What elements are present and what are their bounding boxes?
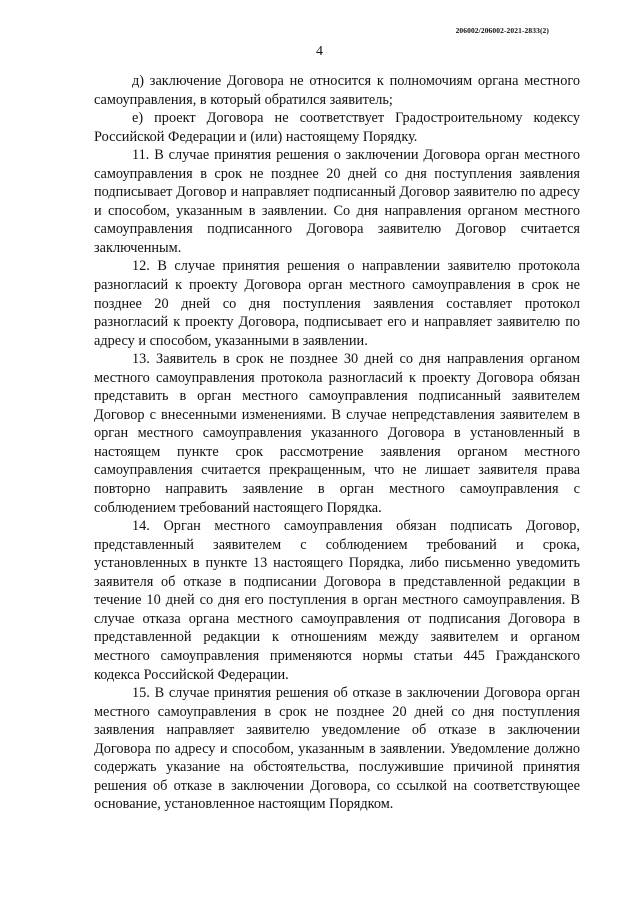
document-body	[94, 72, 580, 814]
paragraph-item-e: е) проект Договора не соответствует Градостроительному кодексу Российской Федерации и (или) настоящему Порядку.	[94, 110, 580, 145]
paragraph-12: 12. В случае принятия решения о направлении заявителю протокола разногласий к проекту Договора орган местного самоуправления в срок не позднее 20 дней со дня поступления заявления составляет протокол разногласий к проекту Договора, подписывает его и направляет заявителю по адресу и способом, указанными в заявлении.	[94, 258, 580, 349]
paragraph-15: 15. В случае принятия решения об отказе в заключении Договора орган местного самоуправления в срок не позднее 20 дней со дня поступления заявления направляет заявителю уведомление об отказе в заключении Договора по адресу и способом, указанным в заявлении. Уведомление должно содержать указание на обстоятельства, послужившие причиной принятия решения об отказе в заключении Договора, со ссылкой на соответствующее основание, установленное настоящим Порядком.	[94, 685, 580, 813]
paragraph-item-d: д) заключение Договора не относится к полномочиям органа местного самоуправления, в который обратился заявитель;	[94, 73, 580, 108]
page-number: 4	[316, 44, 323, 59]
paragraph-14: 14. Орган местного самоуправления обязан подписать Договор, представленный заявителем с соблюдением требований и срока, установленных в пункте 13 настоящего Порядка, либо письменно уведомить заявителя об отказе в подписании Договора в представленной редакции в течение 10 дней со дня его поступления в орган местного самоуправления. В случае отказа органа местного самоуправления от подписания Договора в представленной редакции к отношениям между заявителем и органом местного самоуправления применяются нормы статьи 445 Гражданского кодекса Российской Федерации.	[94, 518, 580, 683]
paragraph-11: 11. В случае принятия решения о заключении Договора орган местного самоуправления в срок не позднее 20 дней со дня поступления заявления подписывает Договор и направляет подписанный Договор заявителю по адресу и способом, указанным в заявлении. Со дня направления органом местного самоуправления подписанного Договора заявителю Договор считается заключенным.	[94, 147, 580, 256]
document-registration-number: 206002/206002-2021-2833(2)	[455, 26, 549, 35]
paragraph-13: 13. Заявитель в срок не позднее 30 дней со дня направления органом местного самоуправления протокола разногласий к проекту Договора обязан представить в орган местного самоуправления подписанный заявителем Договор с внесенными изменениями. В случае непредставления заявителем в орган местного самоуправления указанного Договора в установленный в настоящем пункте срок рассмотрение заявления органом местного самоуправления считается прекращенным, что не лишает заявителя права повторно направить заявление в орган местного самоуправления с соблюдением требований настоящего Порядка.	[94, 351, 580, 516]
